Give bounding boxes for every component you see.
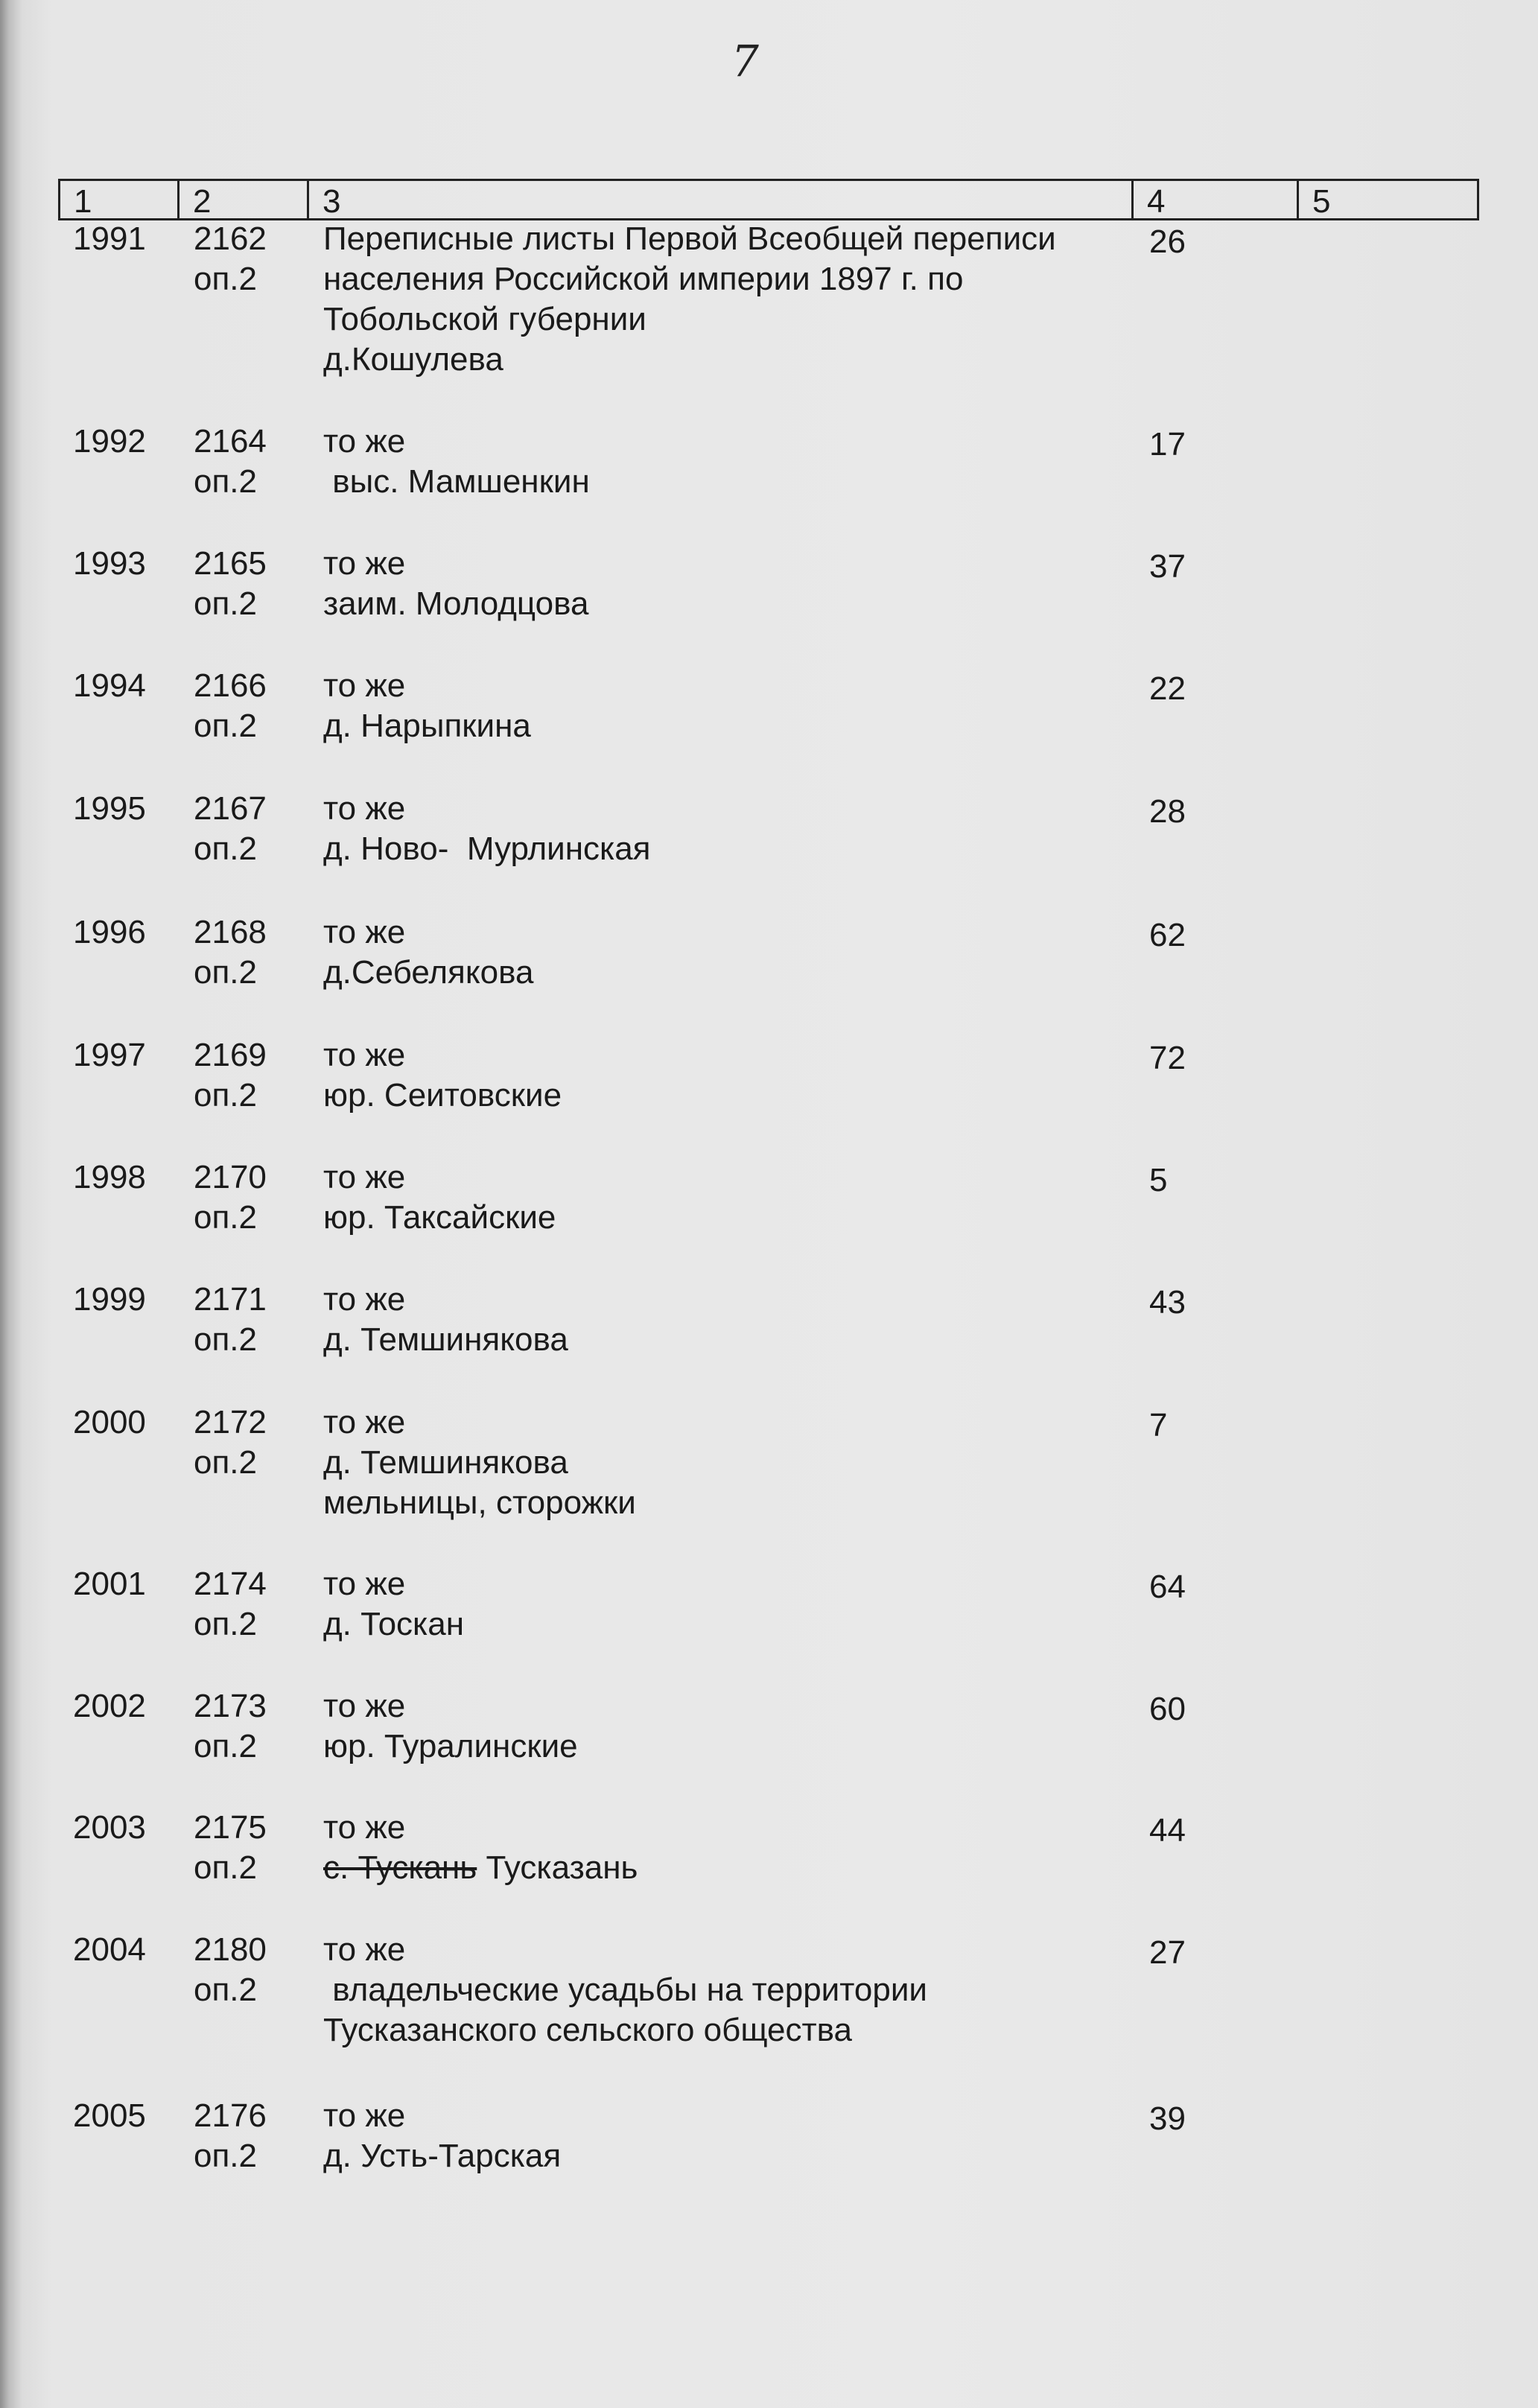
entry-fund: 2168 оп.2 bbox=[194, 914, 267, 991]
header-col-1: 1 bbox=[60, 181, 179, 218]
entry-count: 28 bbox=[1149, 793, 1186, 830]
entry-fund: 2173 оп.2 bbox=[194, 1688, 267, 1764]
entry-fund: 2164 оп.2 bbox=[194, 423, 267, 500]
entry-number: 2001 bbox=[73, 1566, 146, 1602]
corrected-text: Тусказань bbox=[477, 1849, 638, 1886]
table-header bbox=[58, 179, 1479, 220]
entry-count: 17 bbox=[1149, 426, 1186, 463]
entry-fund: 2171 оп.2 bbox=[194, 1281, 267, 1358]
entry-title: то же юр. Туралинские bbox=[323, 1688, 578, 1764]
entry-count: 44 bbox=[1149, 1812, 1186, 1849]
entry-number: 1999 bbox=[73, 1281, 146, 1318]
entry-title: то же д. Тоскан bbox=[323, 1566, 465, 1642]
entry-number: 1998 bbox=[73, 1159, 146, 1195]
entry-number: 2004 bbox=[73, 1931, 146, 1968]
entry-title: то же юр. Сеитовские bbox=[323, 1037, 562, 1114]
entry-count: 5 bbox=[1149, 1162, 1168, 1198]
entry-fund: 2175 оп.2 bbox=[194, 1809, 267, 1886]
entry-count: 39 bbox=[1149, 2100, 1186, 2137]
entry-count: 7 bbox=[1149, 1407, 1168, 1443]
entry-title: то же д. Темшинякова bbox=[323, 1281, 568, 1358]
entry-fund: 2174 оп.2 bbox=[194, 1566, 267, 1642]
header-col-5: 5 bbox=[1312, 183, 1331, 220]
entry-fund: 2169 оп.2 bbox=[194, 1037, 267, 1114]
entry-number: 2000 bbox=[73, 1404, 146, 1440]
entry-title: то же с. Тускань Тусказань bbox=[323, 1809, 638, 1886]
entry-number: 1994 bbox=[73, 667, 146, 704]
entry-number: 1997 bbox=[73, 1037, 146, 1073]
entry-count: 64 bbox=[1149, 1569, 1186, 1605]
entry-title: то же д. Нарыпкина bbox=[323, 667, 531, 744]
entry-number: 1995 bbox=[73, 790, 146, 827]
header-col-4: 4 bbox=[1134, 181, 1299, 218]
entry-count: 37 bbox=[1149, 548, 1186, 585]
entry-count: 43 bbox=[1149, 1284, 1186, 1321]
entry-title: то же юр. Таксайские bbox=[323, 1159, 556, 1236]
entry-title: то же д. Ново- Мурлинская bbox=[323, 790, 651, 867]
entry-number: 1993 bbox=[73, 545, 146, 582]
entry-title: то же д. Темшинякова мельницы, сторожки bbox=[323, 1404, 636, 1521]
entry-count: 72 bbox=[1149, 1040, 1186, 1076]
entry-fund: 2172 оп.2 bbox=[194, 1404, 267, 1481]
entry-fund: 2165 оп.2 bbox=[194, 545, 267, 622]
header-col-2: 2 bbox=[179, 181, 309, 218]
entry-fund: 2170 оп.2 bbox=[194, 1159, 267, 1236]
entry-fund: 2162 оп.2 bbox=[194, 220, 267, 297]
entry-title: то же выс. Мамшенкин bbox=[323, 423, 590, 500]
entry-fund: 2176 оп.2 bbox=[194, 2097, 267, 2174]
entry-number: 1992 bbox=[73, 423, 146, 460]
entry-count: 60 bbox=[1149, 1691, 1186, 1727]
header-col-3: 3 bbox=[309, 181, 1134, 218]
entry-title: то же д. Усть-Тарская bbox=[323, 2097, 562, 2174]
entry-count: 62 bbox=[1149, 917, 1186, 953]
entry-number: 1996 bbox=[73, 914, 146, 950]
entry-number: 2002 bbox=[73, 1688, 146, 1724]
entry-number: 2003 bbox=[73, 1809, 146, 1846]
entry-fund: 2180 оп.2 bbox=[194, 1931, 267, 2008]
page-number: 7 bbox=[731, 36, 759, 86]
entry-title: то же заим. Молодцова bbox=[323, 545, 589, 622]
entry-count: 26 bbox=[1149, 223, 1186, 260]
entry-fund: 2166 оп.2 bbox=[194, 667, 267, 744]
entry-title: Переписные листы Первой Всеобщей переписи населения Российской империи 1897 г. по Тобольской губернии д.Кошулева bbox=[323, 220, 1056, 378]
entry-count: 22 bbox=[1149, 670, 1186, 707]
entry-fund: 2167 оп.2 bbox=[194, 790, 267, 867]
entry-title: то же владельческие усадьбы на территории Тусказанского сельского общества bbox=[323, 1931, 928, 2048]
entry-number: 2005 bbox=[73, 2097, 146, 2134]
entry-count: 27 bbox=[1149, 1934, 1186, 1971]
entry-number: 1991 bbox=[73, 220, 146, 257]
entry-title: то же д.Себелякова bbox=[323, 914, 534, 991]
struck-text: с. Тускань bbox=[323, 1849, 477, 1886]
